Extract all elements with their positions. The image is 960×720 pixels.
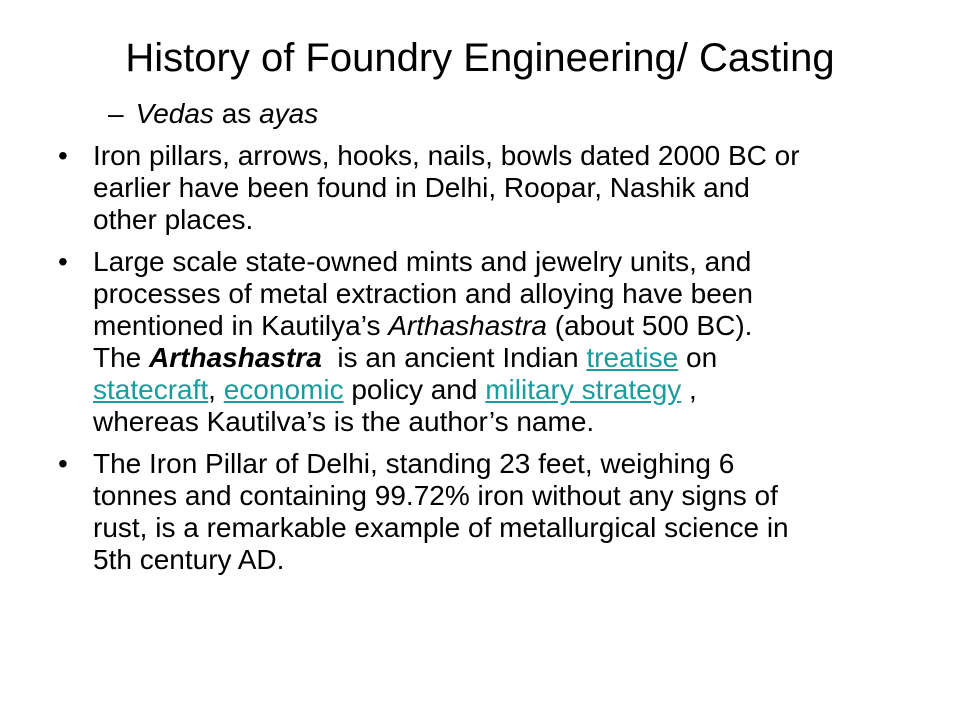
bullet-line [93, 310, 928, 342]
bullet-line: Large scale state-owned mints and jewelry units, and [93, 246, 752, 277]
treatise-link[interactable]: treatise [586, 342, 679, 373]
bullet-line [93, 374, 928, 406]
text-segment: on [678, 342, 718, 373]
sub-point-dash: – [108, 98, 124, 129]
bullet-line: Iron pillars, arrows, hooks, nails, bowls dated 2000 BC or [93, 140, 800, 171]
bullet-line: whereas Kautilva’s is the author’s name. [93, 406, 595, 437]
statecraft-link[interactable]: statecraft [93, 374, 209, 405]
bullet-line: other places. [93, 204, 254, 235]
sub-point-ayas: ayas [259, 98, 319, 129]
sub-point-as: as [213, 98, 260, 129]
bullet-mark: • [58, 140, 68, 171]
bullet-line: earlier have been found in Delhi, Roopar, Nashik and [93, 172, 750, 203]
bullet-mark: • [58, 448, 68, 479]
bullet-list [58, 140, 928, 586]
bullet-line: The Iron Pillar of Delhi, standing 23 feet, weighing 6 [93, 448, 735, 479]
bullet-line: processes of metal extraction and alloying have been [93, 278, 753, 309]
text-segment: policy and [343, 374, 486, 405]
sub-point [108, 98, 318, 130]
sub-point-vedas: Vedas [135, 98, 214, 129]
bullet-line: tonnes and containing 99.72% iron without any signs of [93, 480, 778, 511]
text-segment: is an ancient Indian [321, 342, 587, 373]
bullet-iron-pillars [58, 140, 928, 236]
text-segment: The [93, 342, 150, 373]
text-segment: , [681, 374, 697, 405]
bullet-line [93, 342, 928, 374]
text-segment: mentioned in Kautilya’s [93, 310, 389, 341]
bullet-mark: • [58, 246, 68, 277]
military-strategy-link[interactable]: military strategy [485, 374, 682, 405]
bullet-line: 5th century AD. [93, 544, 285, 575]
text-segment: , [208, 374, 224, 405]
economic-link[interactable]: economic [223, 374, 344, 405]
arthashastra-bold: Arthashastra [149, 342, 322, 373]
text-segment: (about 500 BC). [546, 310, 753, 341]
bullet-line: rust, is a remarkable example of metallurgical science in [93, 512, 789, 543]
slide-title: History of Foundry Engineering/ Casting [125, 36, 835, 80]
arthashastra-italic: Arthashastra [388, 310, 547, 341]
bullet-arthashastra [58, 246, 928, 438]
bullet-iron-pillar-delhi [58, 448, 928, 576]
